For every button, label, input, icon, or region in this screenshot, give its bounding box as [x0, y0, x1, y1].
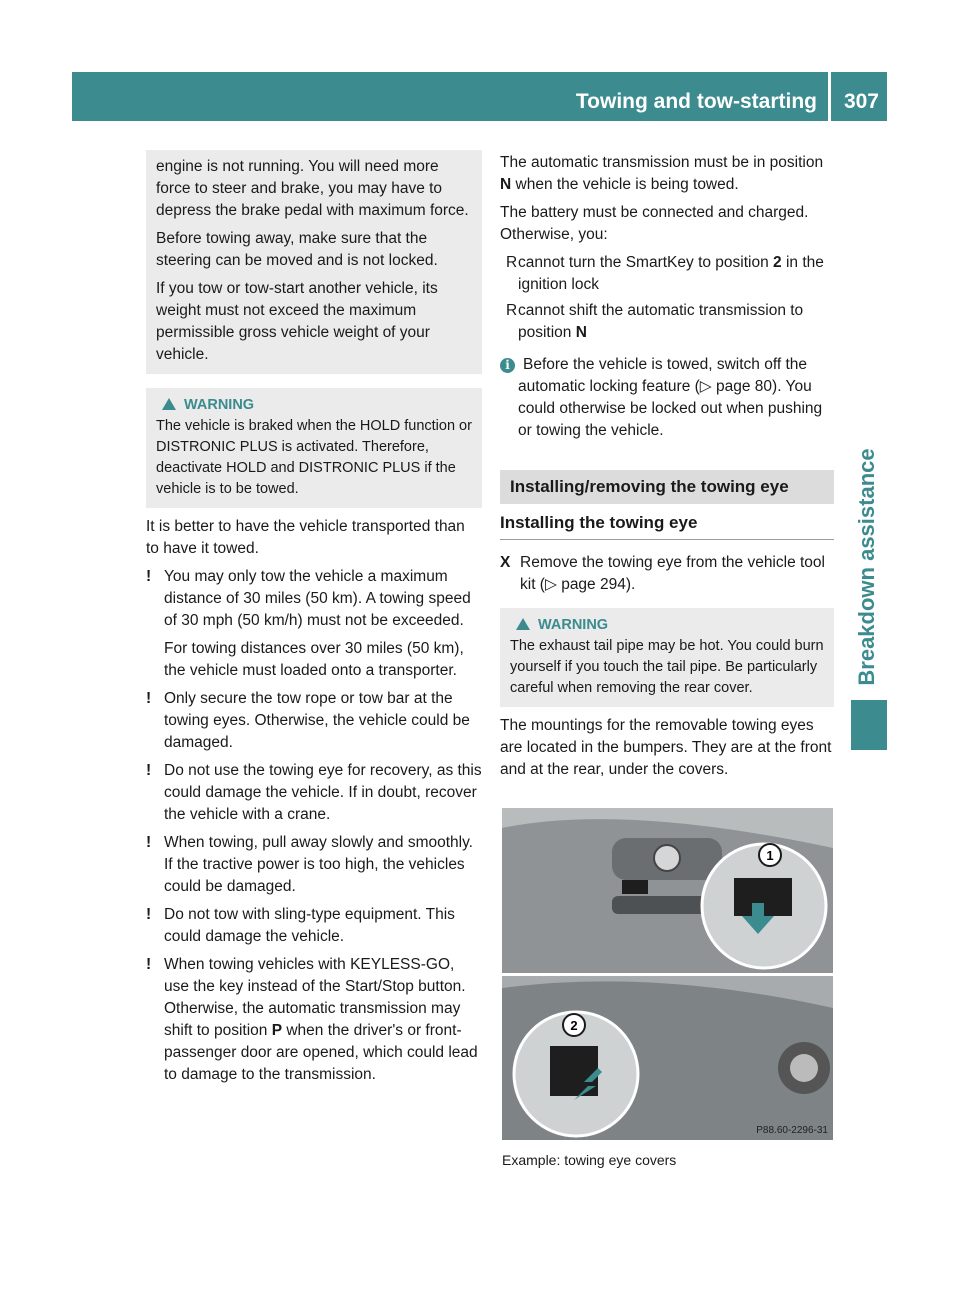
callout-1-label: 1 [766, 848, 774, 863]
text-part: cannot shift the automatic transmission to position [518, 302, 804, 341]
exclamation-icon: ! [146, 906, 152, 923]
note-item [146, 688, 482, 754]
right-column [500, 152, 834, 787]
towing-eye-cover-front [622, 880, 648, 894]
note-item [146, 832, 482, 898]
note-item [146, 904, 482, 948]
note-text: You may only tow the vehicle a maximum distance of 30 miles (50 km). A towing speed of 30 mph (50 km/h) must not be exceeded. [164, 568, 471, 629]
wheel-hub [790, 1054, 818, 1082]
towing-eye-covers-illustration [502, 808, 833, 1140]
exclamation-icon: ! [146, 690, 152, 707]
warning-text: The vehicle is braked when the HOLD function or DISTRONIC PLUS is activated. Therefore, deactivate HOLD and DISTRONIC PLUS if the vehicle is to be towed. [156, 418, 472, 497]
side-tab-label: Breakdown assistance [854, 448, 879, 686]
star-emblem [654, 845, 680, 871]
list-item [500, 300, 834, 344]
exclamation-icon: ! [146, 568, 152, 585]
text-part: The automatic transmission must be in position [500, 154, 824, 171]
warning-icon [516, 618, 530, 630]
warning-label: WARNING [538, 617, 609, 633]
exclamation-icon: ! [146, 834, 152, 851]
side-tab [847, 122, 887, 762]
text-part: cannot turn the SmartKey to position [518, 254, 774, 271]
continued-note-box [146, 150, 482, 374]
note-item [146, 954, 482, 1086]
battery-paragraph: The battery must be connected and charged. Otherwise, you: [500, 204, 809, 243]
box-paragraph: If you tow or tow-start another vehicle, its weight must not exceed the maximum permissible gross vehicle weight of your vehicle. [156, 280, 438, 363]
note-text: When towing, pull away slowly and smoothly. If the tractive power is too high, the vehicles could be damaged. [164, 834, 473, 895]
warning-icon [162, 398, 176, 410]
side-tab-marker [851, 700, 887, 750]
warning-heading [510, 614, 824, 636]
warning-box-tailpipe [500, 608, 834, 707]
text-part: in the ignition lock [518, 254, 824, 293]
warning-box-hold [146, 388, 482, 508]
header-divider [828, 72, 831, 121]
page-title: Towing and tow-starting [575, 90, 817, 113]
box-paragraph: Before towing away, make sure that the steering can be moved and is not locked. [156, 230, 438, 269]
note-text-part: When towing vehicles with KEYLESS-GO, use the key instead of the Start/Stop button. Otherwise, the automatic transmission may shift to position [164, 956, 466, 1039]
exclamation-icon: ! [146, 956, 152, 973]
warning-heading [156, 394, 472, 416]
note-text: Do not tow with sling-type equipment. This could damage the vehicle. [164, 906, 455, 945]
subsection-title: Installing the towing eye [500, 512, 834, 540]
box-paragraph: engine is not running. You will need more force to steer and brake, you may have to depress the brake pedal with maximum force. [156, 158, 469, 219]
info-note [500, 354, 834, 442]
page-header [72, 72, 887, 121]
info-text: Before the vehicle is towed, switch off the automatic locking feature (▷ page 80). You could otherwise be locked out when pushing or towing the vehicle. [518, 356, 823, 439]
figure-code: P88.60-2296-31 [756, 1125, 828, 1136]
text-bold: N [500, 176, 512, 193]
step-item [500, 552, 834, 596]
transport-paragraph: It is better to have the vehicle transported than to have it towed. [146, 518, 465, 557]
note-item [146, 760, 482, 826]
text-bold: 2 [773, 254, 782, 271]
note-text: Do not use the towing eye for recovery, as this could damage the vehicle. If in doubt, recover the vehicle with a crane. [164, 762, 482, 823]
note-text-part: when the driver's or front-passenger door are opened, which could lead to damage to the transmission. [164, 1022, 478, 1083]
text-part: when the vehicle is being towed. [511, 176, 739, 193]
warning-label: WARNING [184, 397, 255, 413]
transmission-paragraph [500, 152, 834, 196]
note-text-bold: P [271, 1022, 283, 1039]
section-title: Installing/removing the towing eye [500, 470, 834, 504]
exclamation-icon: ! [146, 762, 152, 779]
list-item [500, 252, 834, 296]
info-icon: i [500, 358, 515, 373]
step-arrow-icon: X [500, 554, 511, 571]
note-text-extra: For towing distances over 30 miles (50 km), the vehicle must loaded onto a transporter. [164, 640, 464, 679]
note-item [146, 566, 482, 682]
bullet-mark: R [506, 254, 518, 271]
step-text: Remove the towing eye from the vehicle tool kit (▷ page 294). [520, 554, 825, 593]
mountings-paragraph: The mountings for the removable towing eyes are located in the bumpers. They are at the front and at the rear, under the covers. [500, 717, 832, 778]
bullet-mark: R [506, 302, 518, 319]
text-bold: N [575, 324, 587, 341]
page-number: 307 [843, 90, 879, 113]
callout-2-label: 2 [570, 1018, 578, 1033]
note-text: Only secure the tow rope or tow bar at the towing eyes. Otherwise, the vehicle could be damaged. [164, 690, 470, 751]
left-column [146, 150, 482, 1092]
warning-text: The exhaust tail pipe may be hot. You could burn yourself if you touch the tail pipe. Be particularly careful when removing the rear cover. [510, 638, 824, 696]
figure-caption: Example: towing eye covers [502, 1152, 677, 1168]
